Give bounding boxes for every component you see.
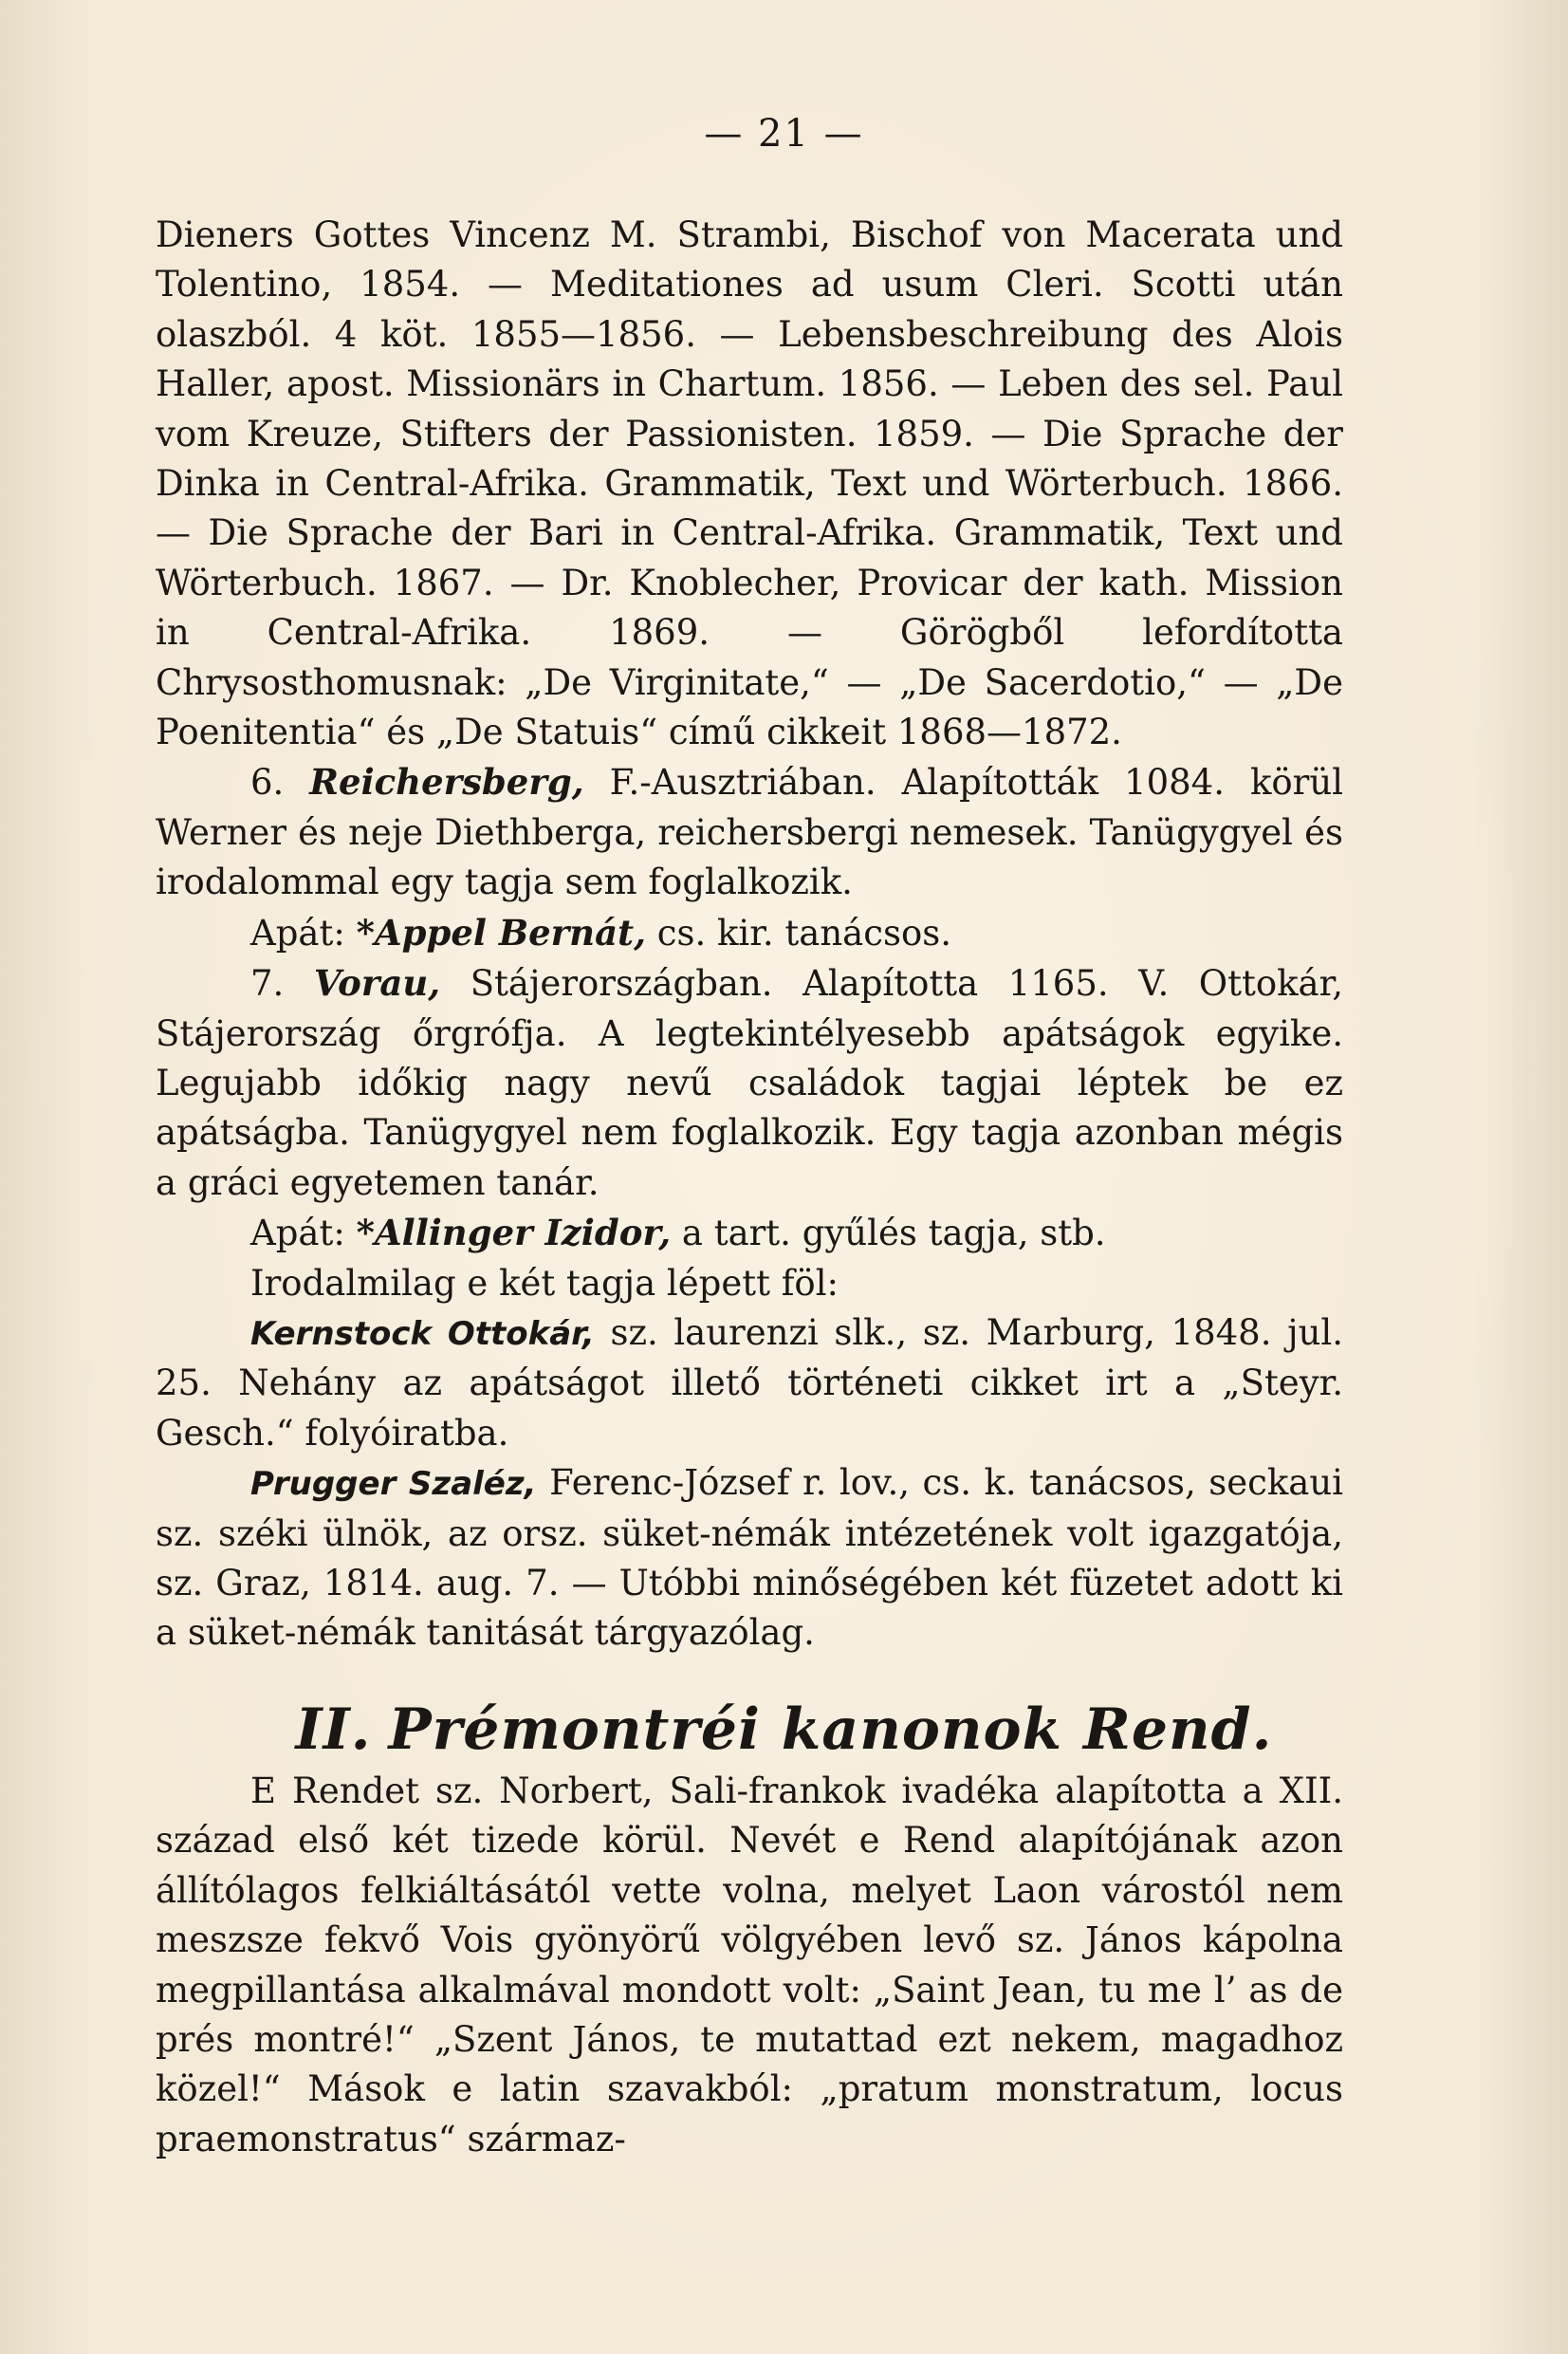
paragraph-kernstock [156, 1308, 1343, 1458]
section-title: Prémontréi kanonok Rend. [388, 1696, 1273, 1763]
paragraph-prugger [156, 1458, 1343, 1659]
text-block-lower [156, 1767, 1343, 2164]
abbot-text: a tart. gyűlés tagja, stb. [681, 1213, 1106, 1254]
paragraph-premontre: E Rendet sz. Norbert, Sali-frankok ivadéka alapította a XII. század első két tizede körül. Nevét e Rend alapítójának azon állítólagos felkiáltásától vette volna, melyet Laon várostól nem meszsze fekvő Vois gyönyörű völgyében levő sz. János kápolna megpillantása alkalmával mondott volt: „Saint Jean, tu me l’ as de prés montré!“ „Szent János, te mutattad ezt nekem, magadhoz közel!“ Mások e latin szavakból: „pratum monstratum, locus praemonstratus“ származ- [156, 1770, 1343, 2159]
abbey-name: Vorau, [313, 962, 441, 1005]
entry-number: 7. [250, 963, 285, 1005]
member-text: sz. laurenzi slk., sz. Marburg, 1848. jul. 25. Nehány az apátságot illető történeti cikket irt a „Steyr. Gesch.“ folyóiratba. [156, 1311, 1343, 1454]
page-number: — 21 — [704, 112, 864, 156]
abbot-label: Apát: [250, 912, 345, 954]
abbot-label: Apát: [250, 1213, 345, 1254]
paragraph-literary-intro: Irodalmilag e két tagja lépett föl: [250, 1262, 839, 1304]
text-block-upper [156, 211, 1343, 1659]
paragraph-reichersberg [156, 757, 1343, 907]
paragraph-abbot-appel [156, 908, 1343, 958]
paragraph-publications: Dieners Gottes Vincenz M. Strambi, Bischof von Macerata und Tolentino, 1854. — Meditationes ad usum Cleri. Scotti után olaszból. 4 köt. 1855—1856. — Lebensbeschreibung des Alois Haller, apost. Missionärs in Chartum. 1856. — Leben des sel. Paul vom Kreuze, Stifters der Passionisten. 1859. — Die Sprache der Dinka in Central-Afrika. Grammatik, Text und Wörterbuch. 1866. — Die Sprache der Bari in Central-Afrika. Grammatik, Text und Wörterbuch. 1867. — Dr. Knoblecher, Provicar der kath. Mission in Central-Afrika. 1869. — Görögből lefordította Chrysosthomusnak: „De Virginitate,“ — „De Sacerdotio,“ — „De Poenitentia“ és „De Statuis“ című cikkeit 1868—1872. [156, 214, 1343, 753]
entry-text: Stájerországban. Alapította 1165. V. Ottokár, Stájerország őrgrófja. A legtekintélyesebb apátságok egyike. Legujabb időkig nagy nevű családok tagjai léptek be ez apátságba. Tanügygyel nem foglalkozik. Egy tagja azonban mégis a gráci egyetemen tanár. [156, 963, 1343, 1203]
member-name: Prugger Szaléz, [250, 1465, 537, 1504]
paragraph-abbot-allinger [156, 1208, 1343, 1258]
section-number: II. [295, 1696, 372, 1763]
section-heading [0, 1696, 1568, 1763]
entry-number: 6. [250, 762, 285, 804]
abbot-name: *Allinger Izidor, [356, 1212, 672, 1254]
abbey-name: Reichersberg, [309, 761, 584, 804]
entry-text: F.-Ausztriában. Alapították 1084. körül Werner és neje Diethberga, reichersbergi nemesek. Tanügygyel és irodalommal egy tagja sem foglalkozik. [156, 762, 1343, 903]
paragraph-vorau [156, 958, 1343, 1208]
abbot-name: *Appel Bernát, [356, 911, 647, 954]
abbot-text: cs. kir. tanácsos. [656, 912, 951, 954]
member-text: Ferenc-József r. lov., cs. k. tanácsos, seckaui sz. széki ülnök, az orsz. süket-némák intézetének volt igazgatója, sz. Graz, 1814. aug. 7. — Utóbbi minőségében két füzetet adott ki a süket-némák tanitását tárgyazólag. [156, 1462, 1343, 1654]
member-name: Kernstock Ottokár, [250, 1314, 595, 1353]
